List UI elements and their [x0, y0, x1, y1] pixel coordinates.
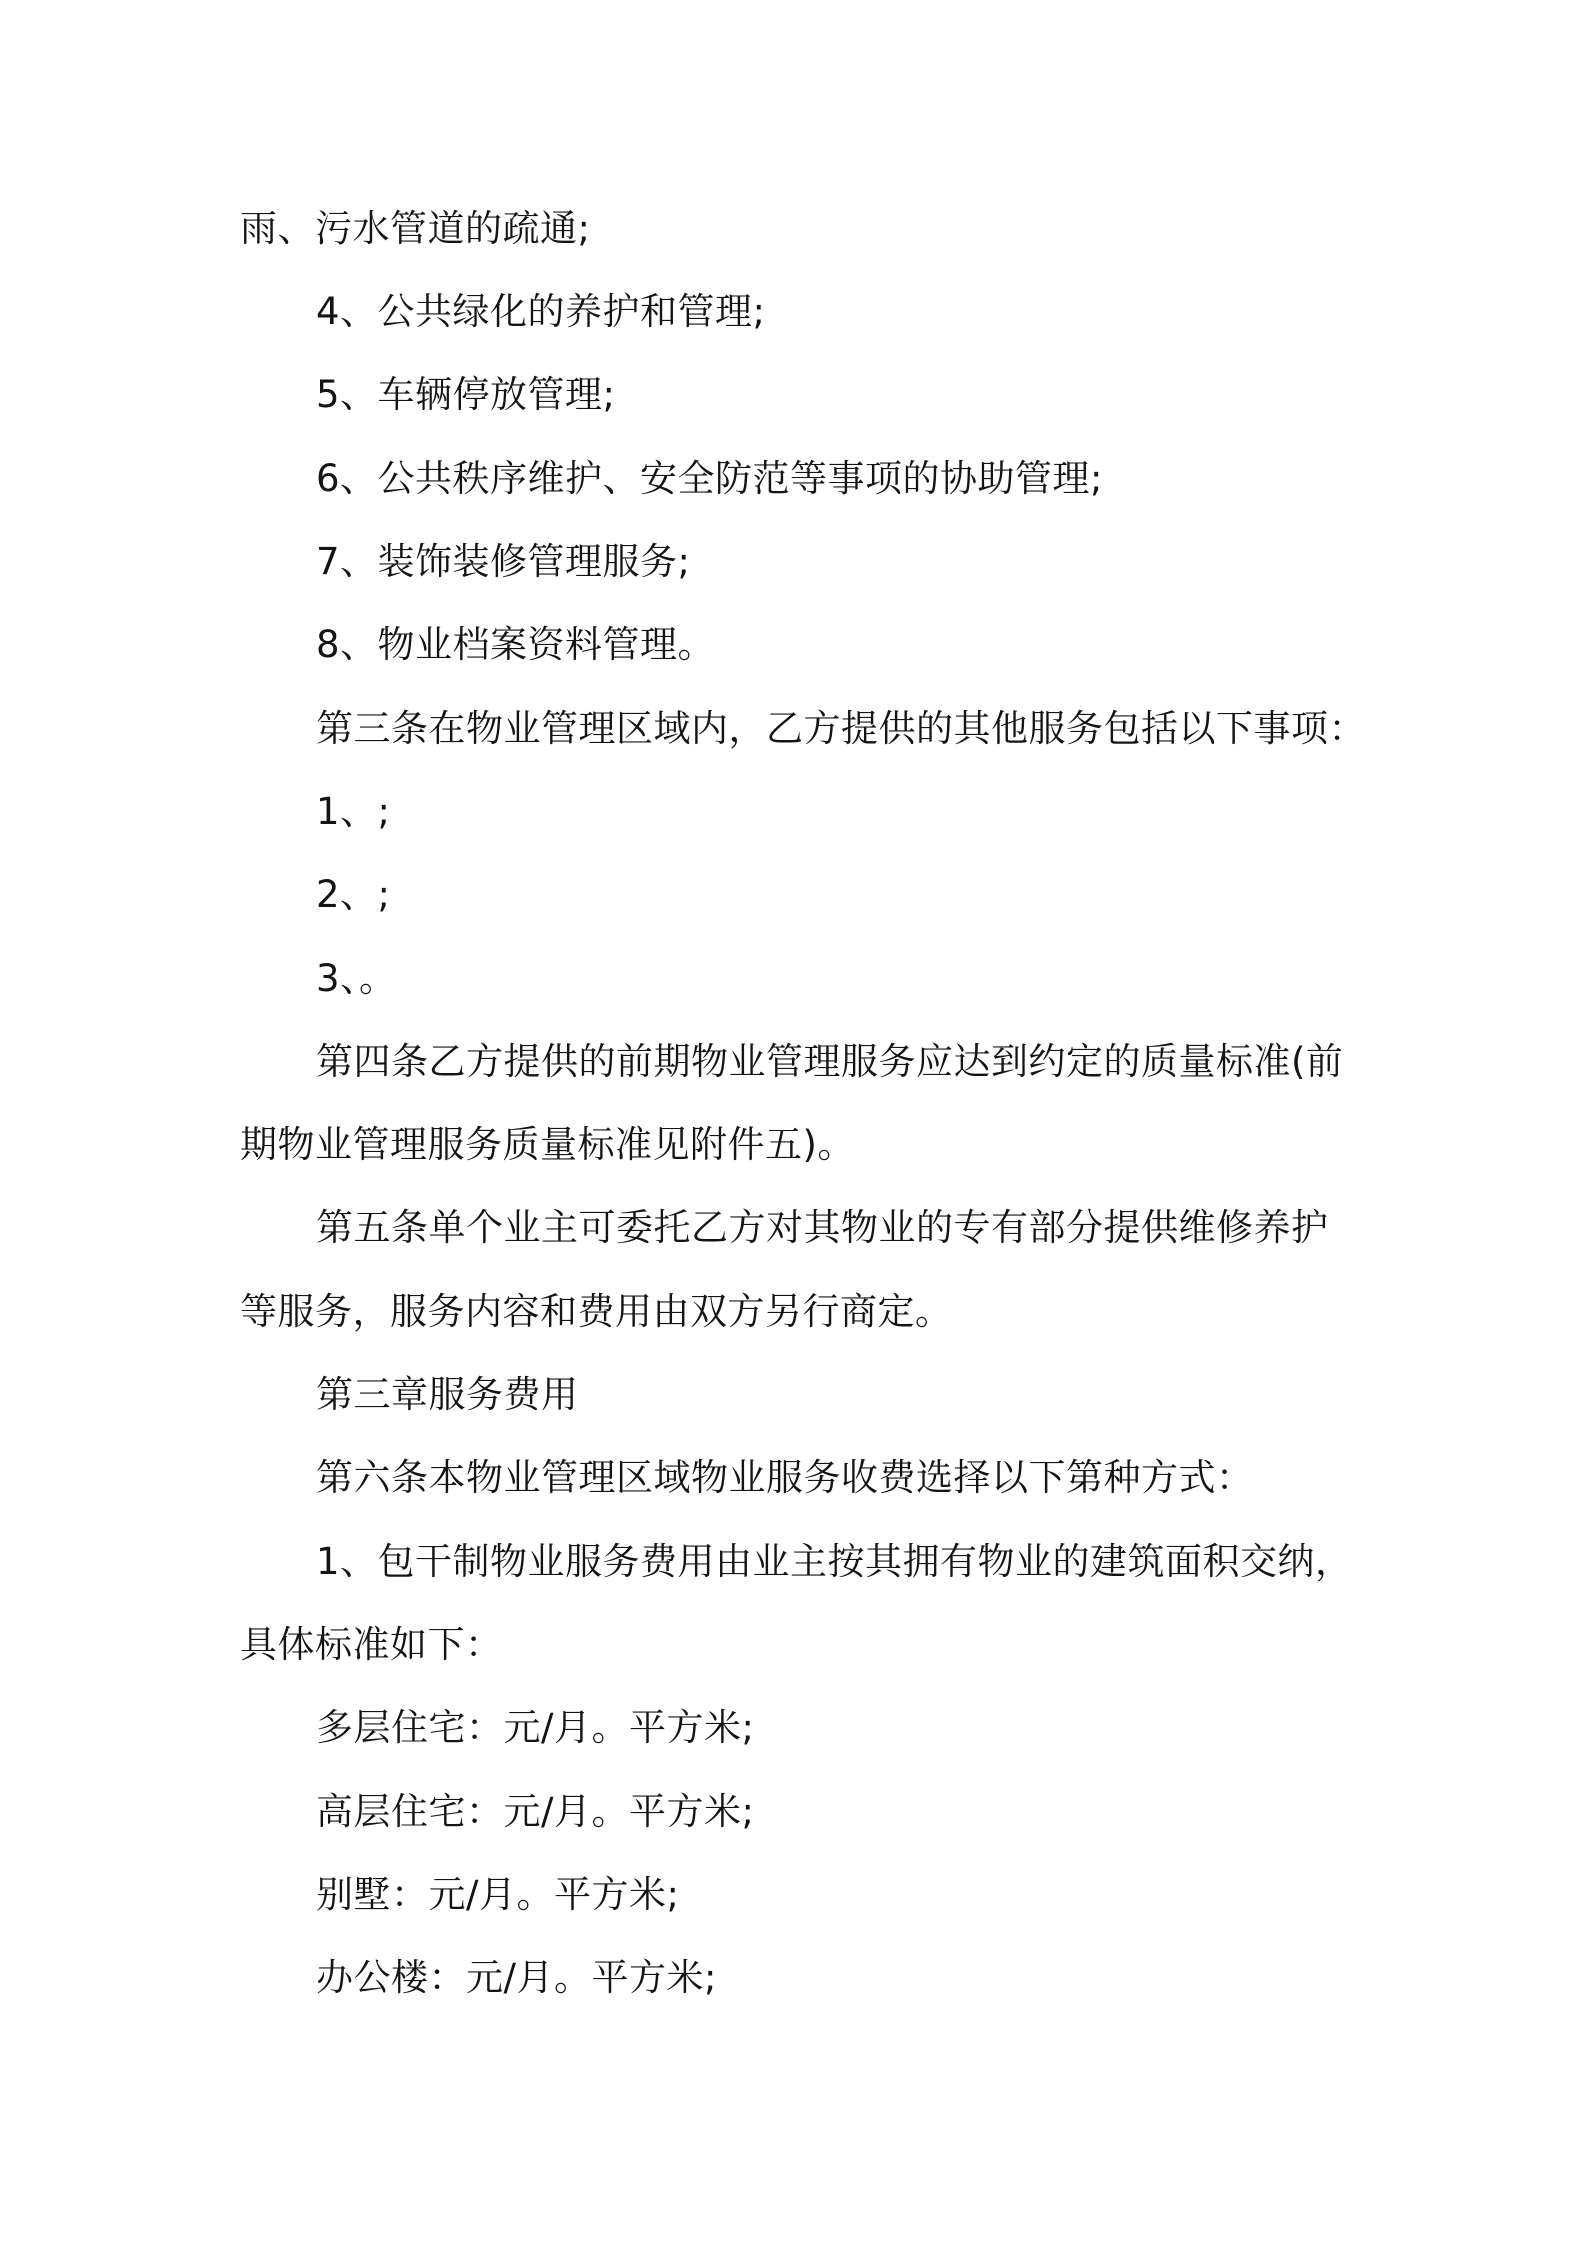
text-line: 7、装饰装修管理服务; — [316, 540, 691, 583]
text-line: 5、车辆停放管理; — [316, 373, 616, 416]
text-line: 雨、污水管道的疏通; — [240, 207, 591, 250]
text-line: 第四条乙方提供的前期物业管理服务应达到约定的质量标准(前 — [316, 1040, 1344, 1083]
text-line: 等服务，服务内容和费用由双方另行商定。 — [240, 1290, 953, 1333]
text-line: 期物业管理服务质量标准见附件五)。 — [240, 1123, 855, 1166]
text-line: 具体标准如下： — [240, 1623, 503, 1666]
text-line: 1、包干制物业服务费用由业主按其拥有物业的建筑面积交纳， — [316, 1540, 1353, 1583]
text-line: 高层住宅：元/月。平方米; — [316, 1790, 755, 1833]
text-line: 2、; — [316, 873, 391, 916]
text-line: 第三章服务费用 — [316, 1373, 579, 1416]
text-line: 8、物业档案资料管理。 — [316, 623, 716, 666]
text-line: 多层住宅：元/月。平方米; — [316, 1706, 755, 1749]
text-line: 第三条在物业管理区域内，乙方提供的其他服务包括以下事项： — [316, 707, 1366, 750]
text-line: 第五条单个业主可委托乙方对其物业的专有部分提供维修养护 — [316, 1206, 1329, 1249]
text-line: 1、; — [316, 790, 391, 833]
text-line: 第六条本物业管理区域物业服务收费选择以下第种方式： — [316, 1456, 1254, 1499]
text-line: 别墅：元/月。平方米; — [316, 1873, 680, 1916]
text-line: 6、公共秩序维护、安全防范等事项的协助管理; — [316, 457, 1104, 500]
text-line: 3、。 — [316, 957, 397, 1000]
text-line: 办公楼：元/月。平方米; — [316, 1956, 717, 1999]
text-line: 4、公共绿化的养护和管理; — [316, 290, 766, 333]
